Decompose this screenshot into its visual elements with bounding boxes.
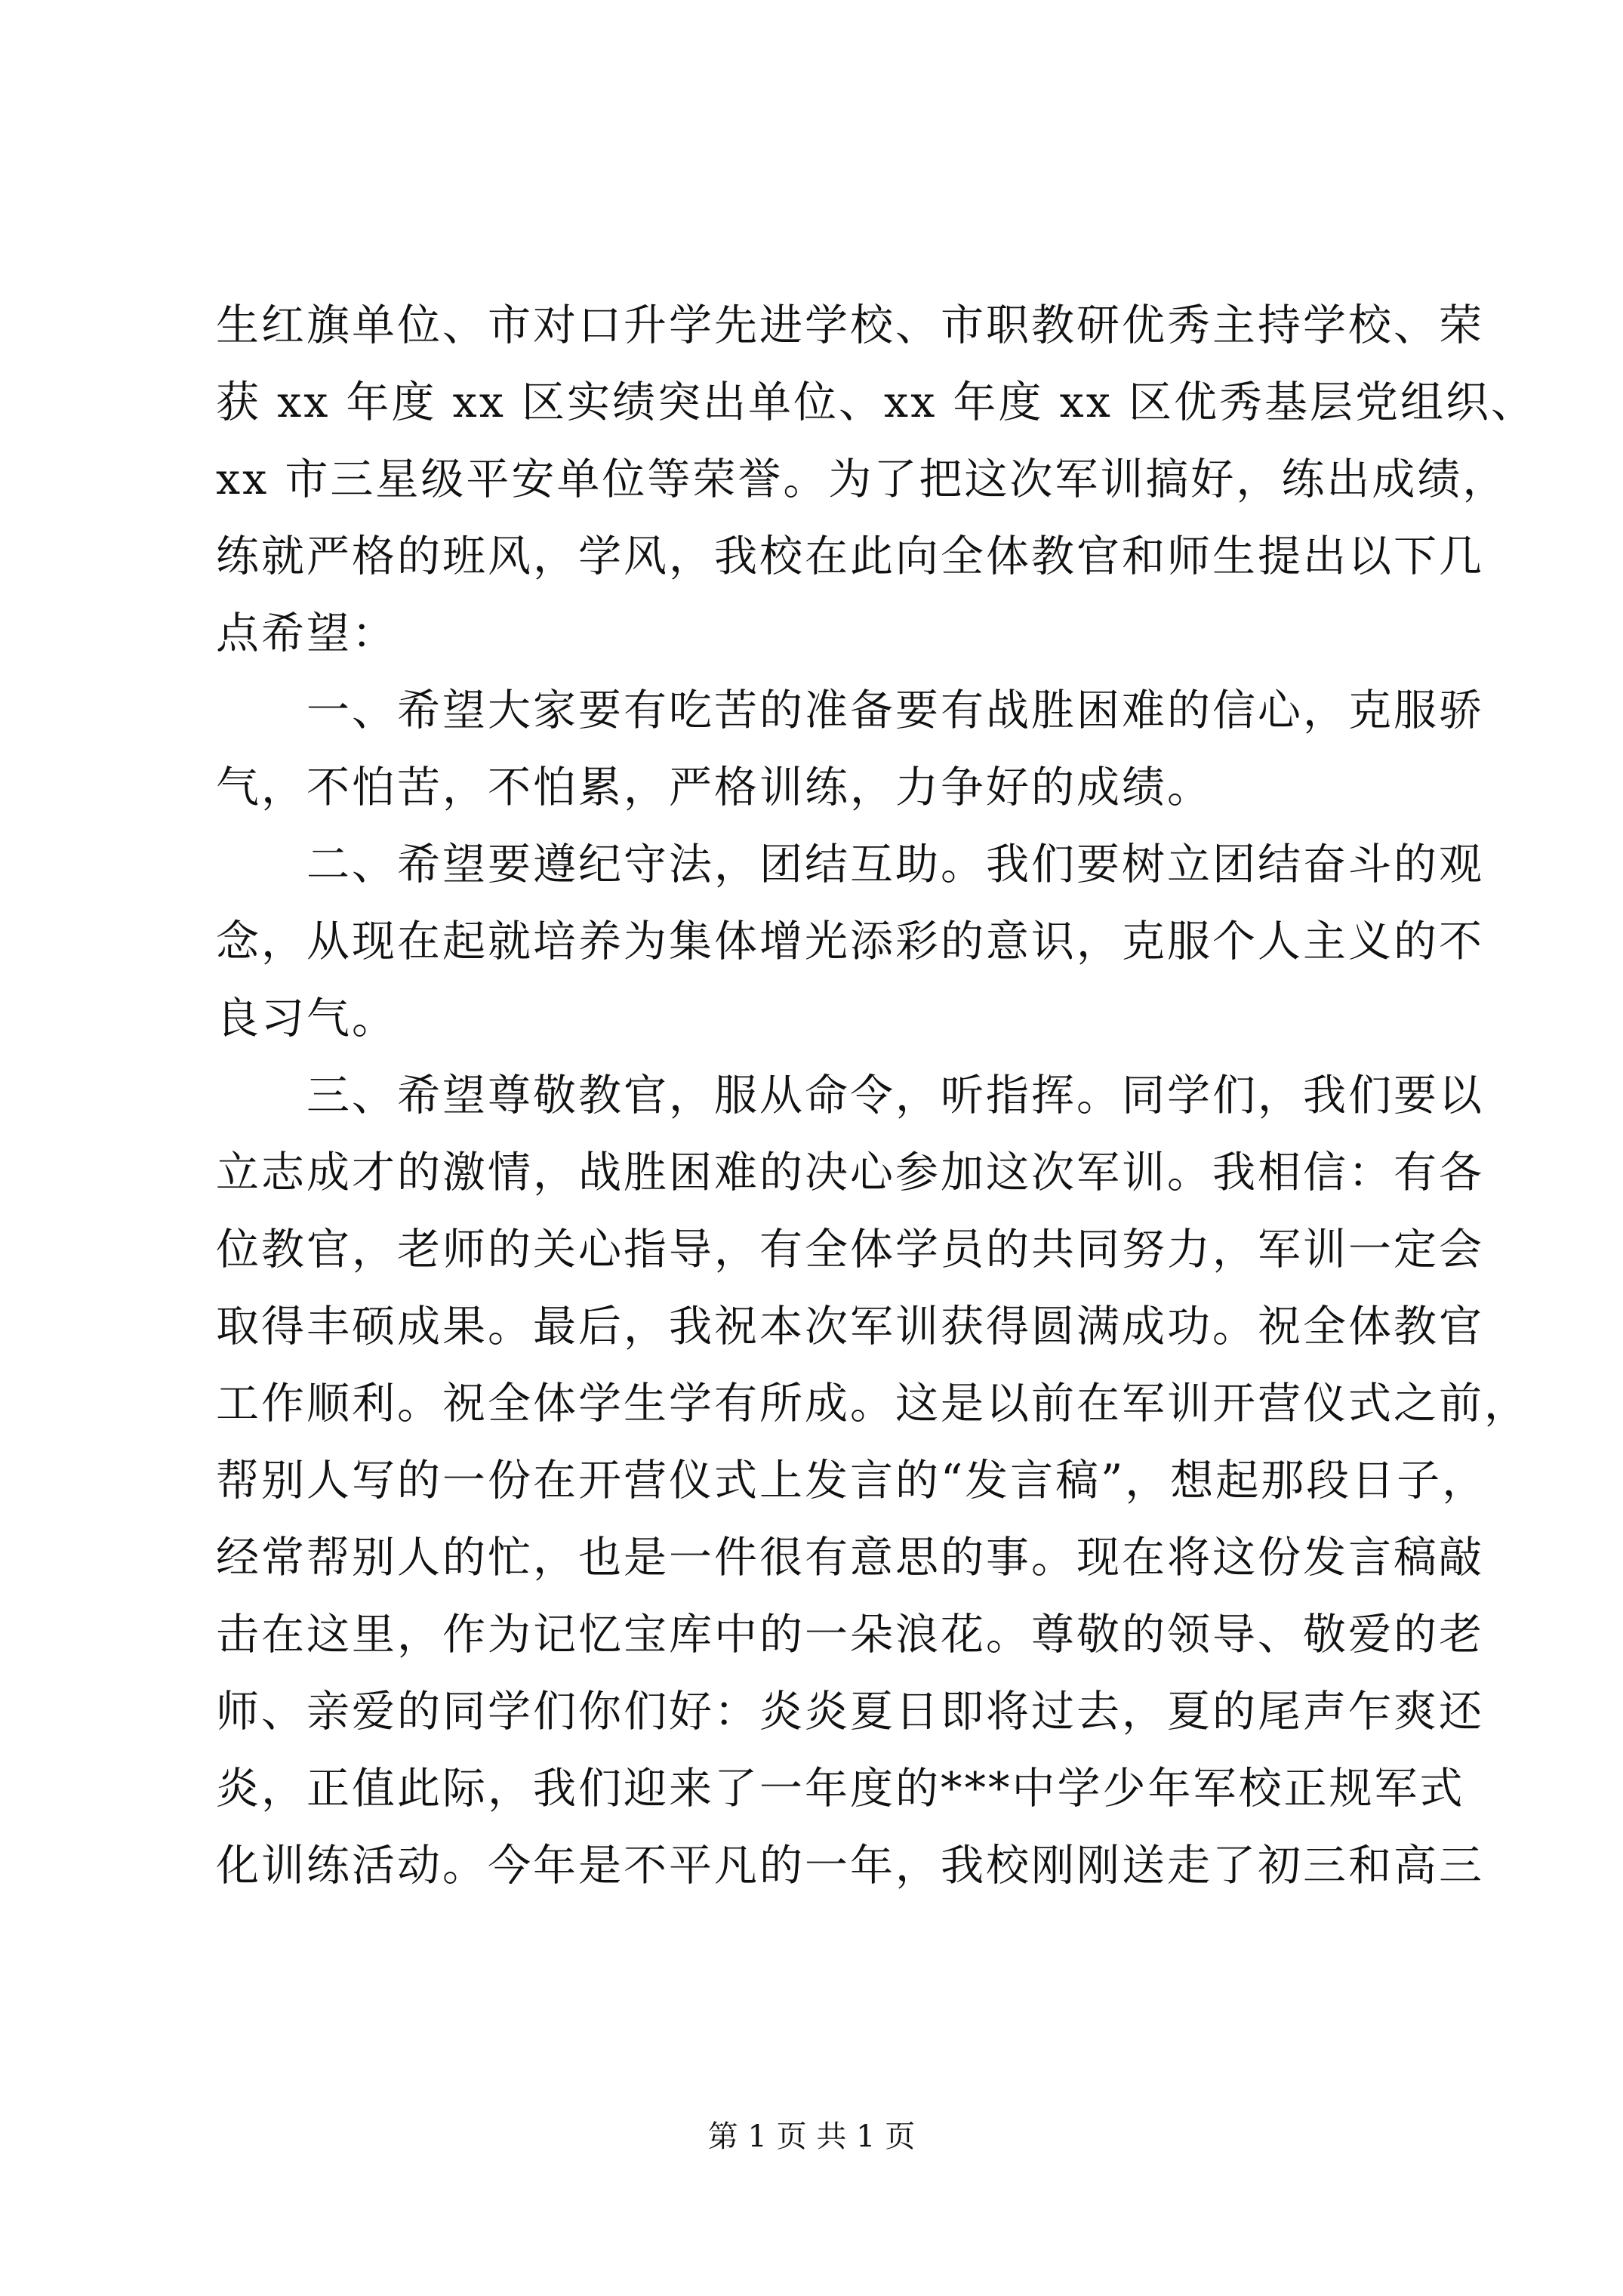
text-line: 工作顺利。祝全体学生学有所成。这是以前在军训开营仪式之前， (216, 1379, 1529, 1428)
text-line: 练就严格的班风，学风，我校在此向全体教官和师生提出以下几 (216, 532, 1484, 581)
text-line: 击在这里，作为记忆宝库中的一朵浪花。尊敬的领导、敬爱的老 (216, 1610, 1484, 1660)
text-line: 点希望： (216, 609, 397, 658)
text-line: 念，从现在起就培养为集体增光添彩的意识，克服个人主义的不 (216, 917, 1484, 966)
text-line: 帮别人写的一份在开营仪式上发言的“发言稿”，想起那段日子， (216, 1456, 1488, 1505)
text-line: 获 xx 年度 xx 区实绩突出单位、xx 年度 xx 区优秀基层党组织、 (216, 378, 1536, 427)
text-line: xx 市三星级平安单位等荣誉。为了把这次军训搞好，练出成绩， (216, 455, 1508, 504)
text-line: 良习气。 (216, 994, 397, 1043)
text-line: 炎，正值此际，我们迎来了一年度的***中学少年军校正规军式 (216, 1764, 1465, 1814)
page-footer: 第 1 页 共 1 页 (707, 2119, 916, 2154)
document-body (216, 287, 1536, 1904)
text-line: 生红旗单位、市对口升学先进学校、市职教研优秀主持学校、荣 (216, 300, 1484, 350)
text-line: 经常帮别人的忙，也是一件很有意思的事。现在将这份发言稿敲 (216, 1533, 1484, 1583)
text-line: 位教官，老师的关心指导，有全体学员的共同努力，军训一定会 (216, 1225, 1484, 1274)
text-line: 气，不怕苦，不怕累，严格训练，力争好的成绩。 (216, 763, 1212, 812)
text-line: 取得丰硕成果。最后，我祝本次军训获得圆满成功。祝全体教官 (216, 1302, 1484, 1351)
text-line: 三、希望尊敬教官，服从命令，听指挥。同学们，我们要以 (216, 1071, 1484, 1120)
text-line: 化训练活动。今年是不平凡的一年，我校刚刚送走了初三和高三 (216, 1841, 1484, 1891)
text-line: 立志成才的激情，战胜困难的决心参加这次军训。我相信：有各 (216, 1148, 1484, 1197)
text-line: 二、希望要遵纪守法，团结互助。我们要树立团结奋斗的观 (216, 840, 1484, 889)
text-line: 师、亲爱的同学们你们好：炎炎夏日即将过去，夏的尾声乍爽还 (216, 1687, 1484, 1737)
text-line: 一、希望大家要有吃苦的准备要有战胜困难的信心，克服骄 (216, 686, 1484, 735)
